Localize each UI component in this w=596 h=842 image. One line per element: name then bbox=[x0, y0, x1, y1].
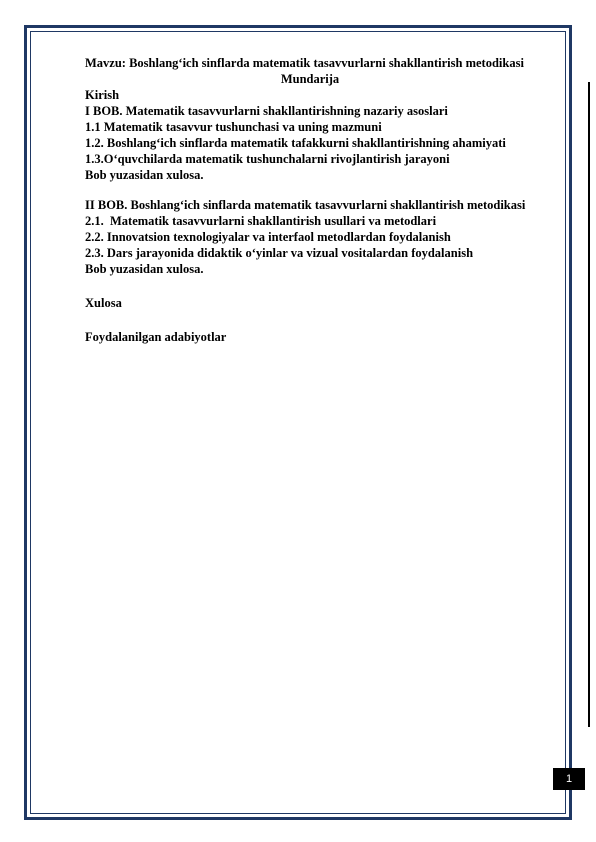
spacer bbox=[85, 277, 535, 295]
toc-entry-chapter-2: II BOB. Boshlang‘ich sinflarda matematik tasavvurlarni shakllantirish metodikasi bbox=[85, 198, 526, 212]
page-number-badge: 1 bbox=[553, 768, 585, 790]
toc-entry-references: Foydalanilgan adabiyotlar bbox=[85, 330, 227, 344]
document-body bbox=[85, 55, 535, 345]
toc-entry-2-3: 2.3. Dars jarayonida didaktik o‘yinlar va vizual vositalardan foydalanish bbox=[85, 246, 474, 260]
toc-entry-1-1: 1.1 Matematik tasavvur tushunchasi va uning mazmuni bbox=[85, 120, 382, 134]
spacer bbox=[85, 183, 535, 197]
toc-entry-2-2: 2.2. Innovatsion texnologiyalar va interfaol metodlardan foydalanish bbox=[85, 230, 451, 244]
toc-entry-introduction: Kirish bbox=[85, 88, 120, 102]
toc-entry-1-2: 1.2. Boshlang‘ich sinflarda matematik tafakkurni shakllantirishning ahamiyati bbox=[85, 136, 506, 150]
toc-entry-chapter-1: I BOB. Matematik tasavvurlarni shakllantirishning nazariy asoslari bbox=[85, 104, 448, 118]
side-rule bbox=[588, 82, 590, 727]
toc-entry-2-1: 2.1. Matematik tasavvurlarni shakllantirish usullari va metodlari bbox=[85, 214, 437, 228]
toc-entry-conclusion: Xulosa bbox=[85, 296, 122, 310]
toc-entry-chapter-2-conclusion: Bob yuzasidan xulosa. bbox=[85, 262, 204, 276]
toc-entry-chapter-1-conclusion: Bob yuzasidan xulosa. bbox=[85, 168, 204, 182]
spacer bbox=[85, 311, 535, 329]
topic-title: Mavzu: Boshlang‘ich sinflarda matematik tasavvurlarni shakllantirish metodikasi bbox=[85, 56, 524, 70]
toc-entry-1-3: 1.3.O‘quvchilarda matematik tushunchalarni rivojlantirish jarayoni bbox=[85, 152, 450, 166]
toc-heading: Mundarija bbox=[280, 72, 340, 86]
